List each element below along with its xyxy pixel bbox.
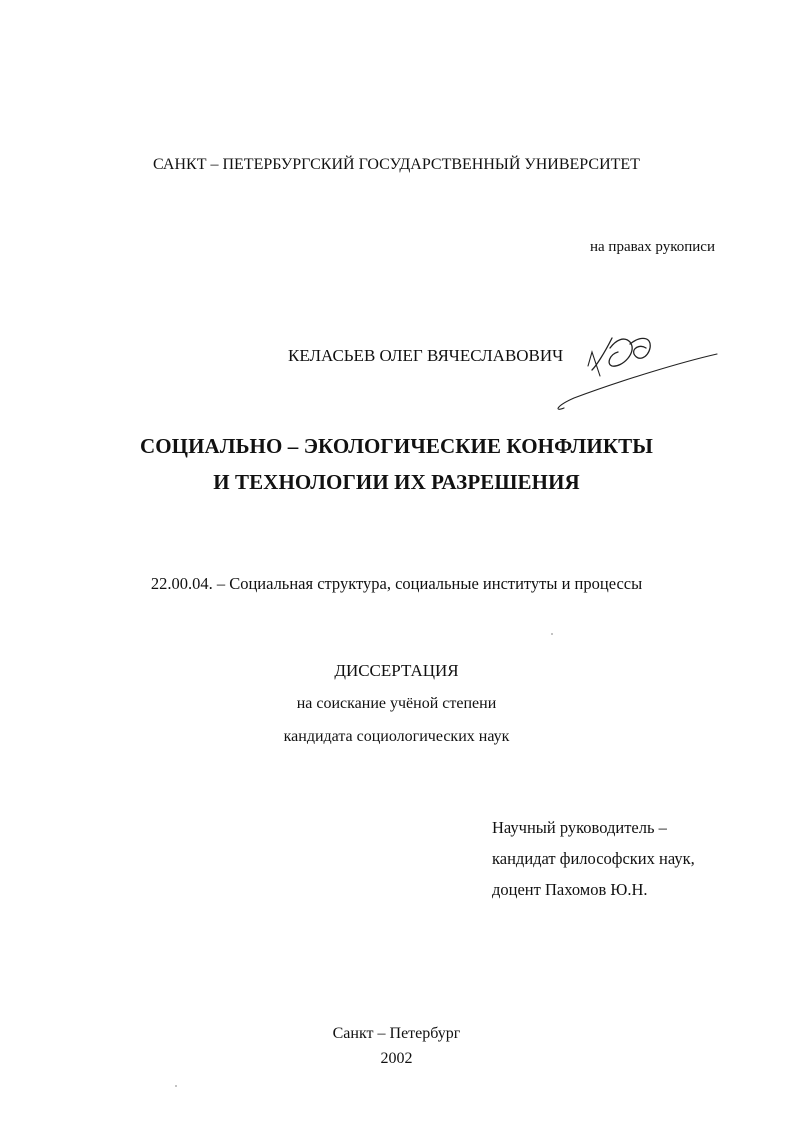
document-type: ДИССЕРТАЦИЯ <box>334 661 459 680</box>
manuscript-note: на правах рукописи <box>590 239 715 255</box>
university-name: САНКТ – ПЕТЕРБУРГСКИЙ ГОСУДАРСТВЕННЫЙ УНИВЕРСИТЕТ <box>153 156 640 173</box>
degree-line-1: на соискание учёной степени <box>296 695 497 712</box>
author-signature <box>552 318 722 418</box>
specialty-code: 22.00.04. – Социальная структура, социальные институты и процессы <box>150 574 643 593</box>
author-name: КЕЛАСЬЕВ ОЛЕГ ВЯЧЕСЛАВОВИЧ <box>288 346 564 365</box>
dissertation-title-line-2: И ТЕХНОЛОГИИ ИХ РАЗРЕШЕНИЯ <box>213 470 580 494</box>
scan-speck <box>175 1085 177 1087</box>
city: Санкт – Петербург <box>332 1025 461 1042</box>
supervisor-name: доцент Пахомов Ю.Н. <box>492 880 648 899</box>
dissertation-title-line-1: СОЦИАЛЬНО – ЭКОЛОГИЧЕСКИЕ КОНФЛИКТЫ <box>139 434 654 458</box>
supervisor-degree: кандидат философских наук, <box>492 849 695 868</box>
supervisor-label: Научный руководитель – <box>492 818 667 837</box>
scan-speck <box>551 633 553 635</box>
degree-line-2: кандидата социологических наук <box>283 728 510 745</box>
year: 2002 <box>380 1050 413 1067</box>
